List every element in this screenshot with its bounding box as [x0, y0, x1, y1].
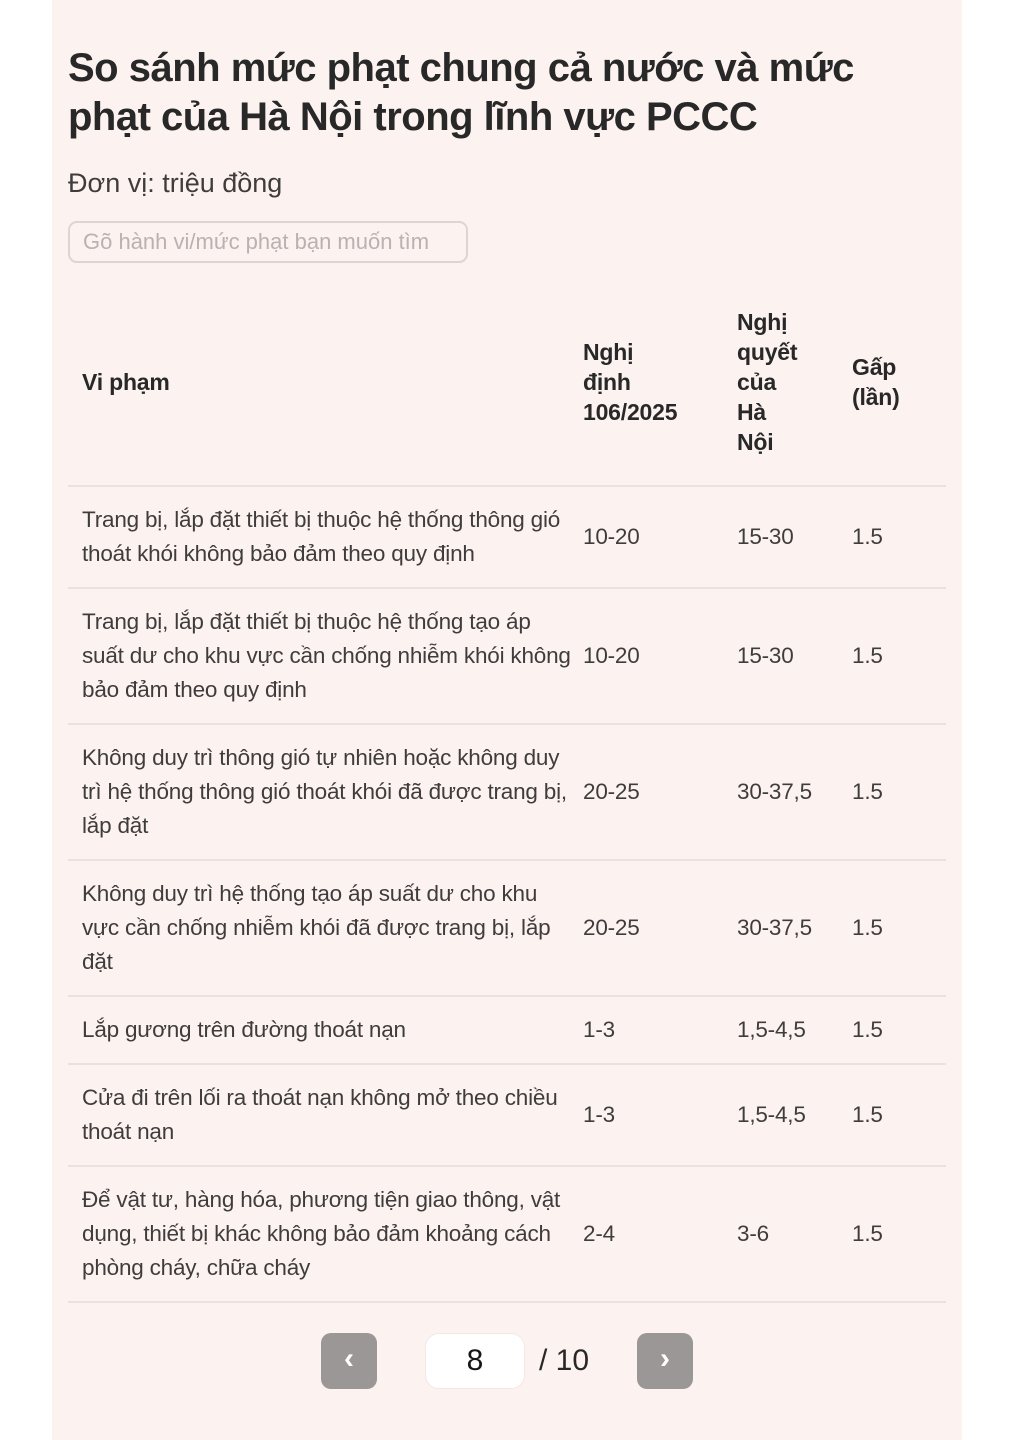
column-header-decree: Nghị định 106/2025: [583, 339, 678, 426]
search-input[interactable]: [68, 221, 468, 263]
column-header-hanoi-resolution: Nghị quyết của Hà Nội: [737, 309, 798, 456]
hanoi-fine-cell: 30-37,5: [737, 779, 812, 805]
violation-cell: Trang bị, lắp đặt thiết bị thuộc hệ thống thông gió thoát khói không bảo đảm theo quy định: [82, 507, 561, 567]
hanoi-fine-cell: 30-37,5: [737, 915, 812, 941]
table-row: [68, 725, 946, 861]
table-header-row: [68, 263, 946, 487]
fines-table: [68, 263, 946, 1303]
decree-fine-cell: 2-4: [583, 1221, 615, 1247]
decree-fine-cell: 20-25: [583, 915, 640, 941]
decree-fine-cell: 10-20: [583, 643, 640, 669]
previous-page-button[interactable]: [321, 1333, 377, 1389]
violation-cell: Lắp gương trên đường thoát nạn: [82, 1017, 406, 1043]
multiple-cell: 1.5: [852, 915, 883, 941]
hanoi-fine-cell: 3-6: [737, 1221, 769, 1247]
violation-cell: Trang bị, lắp đặt thiết bị thuộc hệ thống tạo áp suất dư cho khu vực cần chống nhiễm khói không bảo đảm theo quy định: [82, 609, 571, 703]
table-row: [68, 997, 946, 1065]
pagination: [68, 1333, 946, 1389]
table-row: [68, 861, 946, 997]
page-total-label: / 10: [538, 1344, 590, 1378]
decree-fine-cell: 10-20: [583, 524, 640, 550]
column-header-violation: Vi phạm: [82, 369, 170, 396]
violation-cell: Để vật tư, hàng hóa, phương tiện giao thông, vật dụng, thiết bị khác không bảo đảm khoảng cách phòng cháy, chữa cháy: [82, 1187, 561, 1281]
decree-fine-cell: 1-3: [583, 1017, 615, 1043]
hanoi-fine-cell: 15-30: [737, 524, 794, 550]
page-title: So sánh mức phạt chung cả nước và mức phạt của Hà Nội trong lĩnh vực PCCC: [68, 46, 854, 140]
multiple-cell: 1.5: [852, 643, 883, 669]
multiple-cell: 1.5: [852, 1221, 883, 1247]
table-body: [68, 487, 946, 1303]
multiple-cell: 1.5: [852, 1017, 883, 1043]
table-row: [68, 589, 946, 725]
decree-fine-cell: 1-3: [583, 1102, 615, 1128]
comparison-table-card: [52, 0, 962, 1440]
multiple-cell: 1.5: [852, 779, 883, 805]
table-row: [68, 1167, 946, 1303]
page-indicator: [425, 1333, 589, 1389]
chevron-left-icon: ‹: [343, 1342, 354, 1376]
column-header-multiple: Gấp (lần): [852, 354, 900, 411]
violation-cell: Cửa đi trên lối ra thoát nạn không mở theo chiều thoát nạn: [82, 1085, 558, 1145]
violation-cell: Không duy trì hệ thống tạo áp suất dư cho khu vực cần chống nhiễm khói đã được trang bị, lắp đặt: [82, 881, 551, 975]
next-page-button[interactable]: [637, 1333, 693, 1389]
unit-label: Đơn vị: triệu đồng: [68, 168, 283, 199]
decree-fine-cell: 20-25: [583, 779, 640, 805]
violation-cell: Không duy trì thông gió tự nhiên hoặc không duy trì hệ thống thông gió thoát khói đã được trang bị, lắp đặt: [82, 745, 567, 839]
multiple-cell: 1.5: [852, 1102, 883, 1128]
multiple-cell: 1.5: [852, 524, 883, 550]
hanoi-fine-cell: 1,5-4,5: [737, 1017, 806, 1043]
table-row: [68, 487, 946, 589]
chevron-right-icon: ›: [660, 1342, 671, 1376]
hanoi-fine-cell: 15-30: [737, 643, 794, 669]
page-number-input[interactable]: [425, 1333, 525, 1389]
hanoi-fine-cell: 1,5-4,5: [737, 1102, 806, 1128]
table-row: [68, 1065, 946, 1167]
